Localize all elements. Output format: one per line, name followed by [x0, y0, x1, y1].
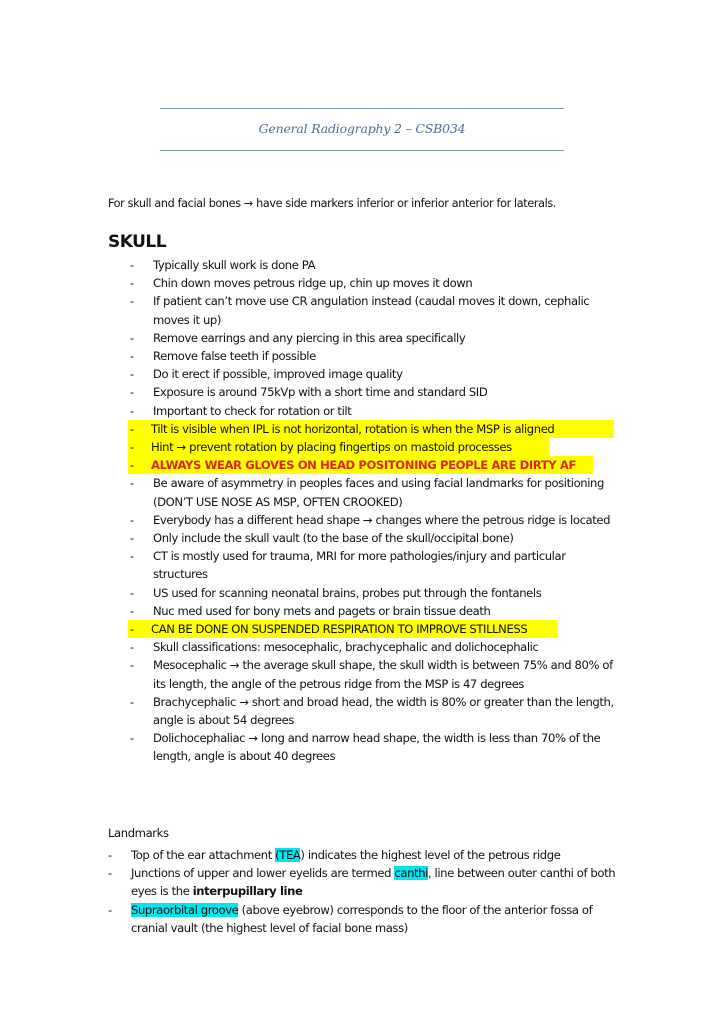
bullet-dash: - — [130, 421, 134, 436]
list-item: - Dolichocephaliac → long and narrow head shape, the width is less than 70% of the length, angle is about 40 degrees — [130, 731, 601, 764]
highlighted-term: canthi — [394, 866, 428, 881]
bullet-dash: - — [130, 403, 134, 418]
list-item: - Top of the ear attachment (TEA) indicates the highest level of the petrous ridge — [108, 846, 618, 864]
bullet-dash: - — [130, 476, 134, 491]
list-item: - Remove false teeth if possible — [130, 347, 620, 365]
bullet-dash: - — [130, 731, 134, 746]
highlighted-term: Supraorbital groove — [131, 902, 239, 917]
list-item: - Skull classifications: mesocephalic, brachycephalic and dolichocephalic — [130, 638, 620, 656]
list-item: - Brachycephalic → short and broad head, the width is 80% or greater than the length, angle is about 54 degrees — [130, 694, 614, 728]
bullet-dash: - — [130, 258, 134, 272]
bullet-dash: - — [130, 276, 134, 291]
bullet-dash: - — [130, 294, 134, 309]
bullet-dash: - — [130, 640, 134, 655]
bullet-dash: - — [130, 658, 134, 673]
list-item: - Only include the skull vault (to the base of the skull/occipital bone) — [130, 529, 620, 547]
bullet-dash: - — [108, 866, 112, 881]
highlighted-term: (TEA — [275, 848, 301, 862]
bullet-dash: - — [130, 603, 134, 618]
list-item: - Do it erect if possible, improved image quality — [130, 365, 620, 383]
list-item: - CT is mostly used for trauma, MRI for more pathologies/injury and particular structures — [130, 549, 566, 582]
bullet-dash: - — [130, 622, 134, 637]
bullet-dash: - — [130, 440, 134, 455]
skull-bullet-list — [130, 256, 620, 766]
section-heading-skull: SKULL — [108, 232, 167, 252]
bullet-dash: - — [108, 848, 112, 862]
list-item: - Typically skull work is done PA — [130, 256, 620, 274]
list-item: - Supraorbital groove (above eyebrow) corresponds to the floor of the anterior fossa of cranial vault (the highest level of facial bone mass) — [108, 902, 593, 935]
bullet-dash: - — [130, 549, 134, 564]
list-item: - US used for scanning neonatal brains, probes put through the fontanels — [130, 584, 620, 602]
bullet-dash: - — [130, 385, 134, 400]
header-bottom-rule — [160, 150, 564, 151]
header-top-rule — [160, 108, 564, 109]
bullet-dash: - — [130, 367, 134, 382]
list-item: - Important to check for rotation or tilt — [130, 402, 620, 420]
list-item: - Chin down moves petrous ridge up, chin up moves it down — [130, 274, 620, 292]
intro-note: For skull and facial bones → have side markers inferior or inferior anterior for laterals. — [108, 197, 557, 210]
list-item: - Junctions of upper and lower eyelids are termed canthi, line between outer canthi of both eyes is the interpupillary line — [108, 866, 616, 899]
bullet-dash: - — [130, 458, 134, 473]
list-item-highlighted: - CAN BE DONE ON SUSPENDED RESPIRATION TO IMPROVE STILLNESS — [128, 620, 558, 638]
list-item-highlighted: - Tilt is visible when IPL is not horizontal, rotation is when the MSP is aligned — [128, 420, 614, 438]
list-item: - Everybody has a different head shape → changes where the petrous ridge is located — [130, 511, 620, 529]
list-item: - Exposure is around 75kVp with a short time and standard SID — [130, 383, 620, 401]
list-item: - Nuc med used for bony mets and pagets or brain tissue death — [130, 602, 620, 620]
bullet-dash: - — [130, 349, 134, 364]
list-item: - Mesocephalic → the average skull shape, the skull width is between 75% and 80% of its length, the angle of the petrous ridge from the MSP is 47 degrees — [130, 658, 613, 691]
list-item: - If patient can’t move use CR angulation instead (caudal moves it down, cephalic moves it up) — [130, 294, 590, 327]
bullet-dash: - — [130, 694, 134, 709]
landmarks-bullet-list — [108, 846, 618, 937]
document-title: General Radiography 2 – CSB034 — [258, 121, 466, 136]
list-item: - Remove earrings and any piercing in this area specifically — [130, 329, 620, 347]
list-item-highlighted: - Hint → prevent rotation by placing fingertips on mastoid processes — [128, 438, 549, 456]
bullet-dash: - — [108, 902, 112, 917]
bullet-dash: - — [130, 330, 134, 345]
bullet-dash: - — [130, 531, 134, 546]
bullet-dash: - — [130, 585, 134, 600]
list-item: - Be aware of asymmetry in peoples faces and using facial landmarks for positioning (DON’T USE NOSE AS MSP, OFTEN CROOKED) — [130, 476, 604, 509]
bullet-dash: - — [130, 512, 134, 527]
bold-term: interpupillary line — [192, 884, 303, 899]
section-heading-landmarks: Landmarks — [108, 826, 169, 840]
list-item-warning: - ALWAYS WEAR GLOVES ON HEAD POSITONING PEOPLE ARE DIRTY AF — [128, 456, 593, 474]
